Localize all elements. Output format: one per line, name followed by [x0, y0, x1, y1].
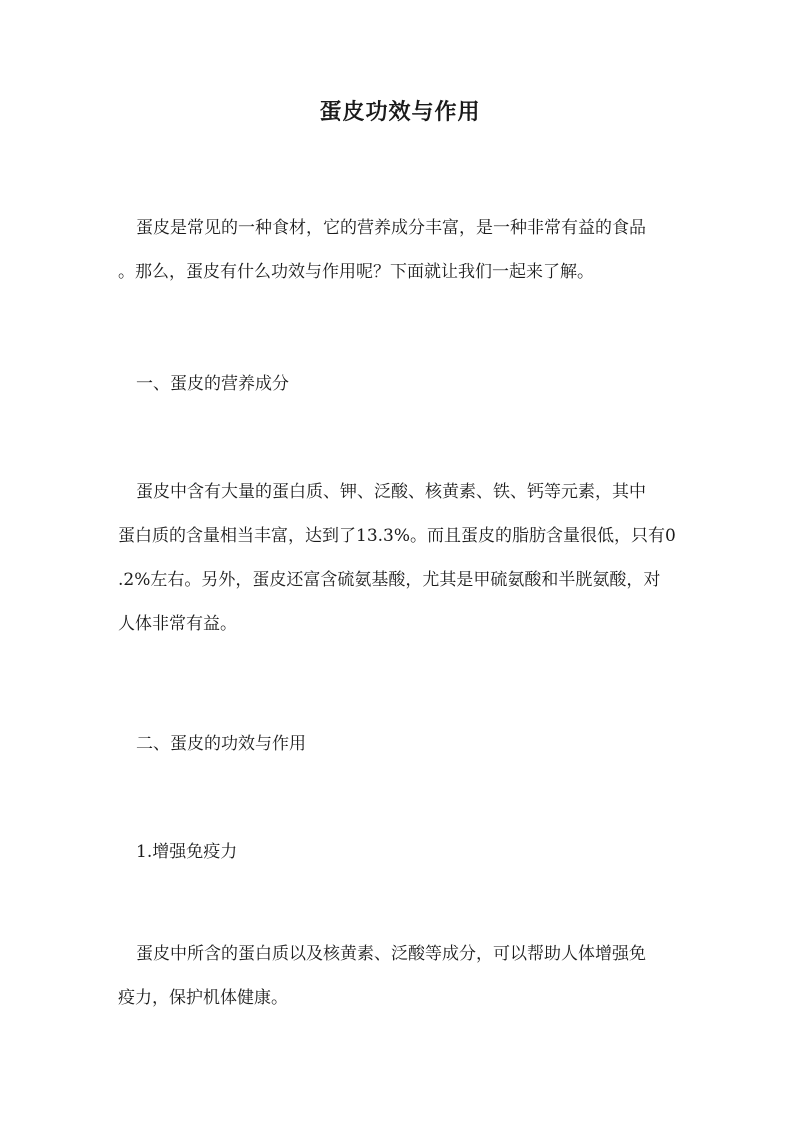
section-heading: 一、蛋皮的营养成分: [136, 374, 289, 394]
section1-heading: [136, 362, 289, 406]
paragraph-line: 蛋皮中含有大量的蛋白质、钾、泛酸、核黄素、铁、钙等元素，其中: [136, 482, 646, 502]
subsection-heading: 1.增强免疫力: [136, 842, 238, 862]
item1-paragraph: [118, 932, 646, 1020]
document-title: 蛋皮功效与作用: [319, 99, 481, 125]
intro-line: 。那么，蛋皮有什么功效与作用呢？下面就让我们一起来了解。: [118, 262, 594, 282]
section1-paragraph: [118, 470, 676, 646]
paragraph-line: 人体非常有益。: [118, 614, 237, 634]
intro-line: 蛋皮是常见的一种食材，它的营养成分丰富，是一种非常有益的食品: [136, 218, 646, 238]
section2-heading: [136, 722, 306, 766]
paragraph-line: .2%左右。另外，蛋皮还富含硫氨基酸，尤其是甲硫氨酸和半胱氨酸，对: [118, 570, 661, 590]
section-heading: 二、蛋皮的功效与作用: [136, 734, 306, 754]
paragraph-line: 疫力，保护机体健康。: [118, 988, 288, 1008]
paragraph-line: 蛋皮中所含的蛋白质以及核黄素、泛酸等成分，可以帮助人体增强免: [136, 944, 646, 964]
item1-heading: [136, 830, 237, 874]
intro-paragraph: [118, 206, 646, 294]
paragraph-line: 蛋白质的含量相当丰富，达到了13.3%。而且蛋皮的脂肪含量很低，只有0: [118, 526, 676, 546]
